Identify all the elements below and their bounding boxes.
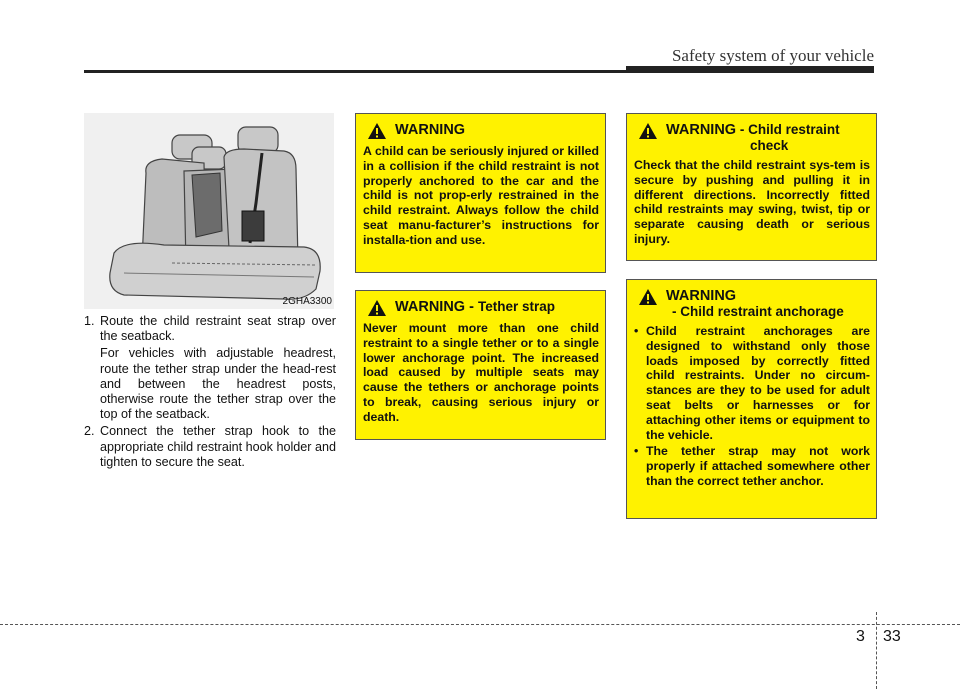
step-2 xyxy=(84,424,336,470)
warning-bullet: • The tether strap may not work properly if attached somewhere other than the correct tether anchor. xyxy=(634,444,870,488)
footer-rule xyxy=(0,624,960,625)
step-text: Connect the tether strap hook to the appropriate child restraint hook holder and tighten to secure the seat. xyxy=(100,424,336,469)
step-number: 1. xyxy=(84,314,95,328)
warning-box-anchorage xyxy=(626,279,877,519)
warning-triangle-icon xyxy=(367,122,387,140)
seat-drawing xyxy=(84,113,334,309)
warning-separator: - xyxy=(465,299,478,315)
header-rule-tab xyxy=(626,66,874,73)
warning-bullet: • Child restraint anchorages are designed to withstand only those loads imposed by correctly fitted child restraints. Under no circum-stances are they to be used for adult seat belts or harnesses or for attaching other items or equipment to the vehicle. xyxy=(634,324,870,442)
figure-code: 2GHA3300 xyxy=(282,296,332,307)
step-text: Route the child restraint seat strap over the seatback. xyxy=(100,314,336,344)
warning-body: A child can be seriously injured or killed in a collision if the child restraint is not properly anchored to the car and the child is not prop-erly restrained in the child restraint. Always follow the child seat manu-facturer’s instructions for installa-tion and use. xyxy=(363,144,599,247)
step-1-note: For vehicles with adjustable headrest, route the tether strap under the head-rest and between the headrest posts, otherwise route the tether strap over the top of the seatback. xyxy=(100,346,336,422)
warning-title: WARNING xyxy=(666,122,737,138)
warning-triangle-icon xyxy=(638,122,658,140)
warning-subtitle: - Child restraint anchorage xyxy=(672,304,844,319)
warning-title: WARNING xyxy=(666,288,737,304)
warning-box-general xyxy=(355,113,606,273)
page-number: 33 xyxy=(883,628,901,645)
warning-header xyxy=(363,299,599,317)
warning-subtitle: - Child restraint xyxy=(736,122,840,137)
footer-divider xyxy=(876,612,877,689)
warning-header xyxy=(634,288,870,320)
section-title: Safety system of your vehicle xyxy=(671,46,874,65)
warning-box-restraint-check xyxy=(626,113,877,261)
warning-title: WARNING xyxy=(395,122,466,138)
warning-triangle-icon xyxy=(638,288,658,306)
instruction-steps xyxy=(84,314,336,470)
step-1 xyxy=(84,314,336,344)
warning-body: Check that the child restraint sys-tem is secure by pushing and pulling it in different directions. Incorrectly fitted child restraints may swing, twist, tip or separate causing death or serious injury. xyxy=(634,158,870,246)
warning-header xyxy=(634,122,870,154)
rear-seat-illustration xyxy=(84,113,334,309)
warning-body: Never mount more than one child restraint to a single tether or to a single lower anchorage point. The increased load caused by multiple seats may cause the tethers or anchorage points to break, causing serious injury or death. xyxy=(363,321,599,424)
warning-subtitle: Tether strap xyxy=(477,299,556,314)
warning-title: WARNING xyxy=(395,299,466,315)
step-number: 2. xyxy=(84,424,95,439)
warning-box-tether xyxy=(355,290,606,440)
warning-header xyxy=(363,122,599,140)
section-number: 3 xyxy=(856,628,865,645)
warning-triangle-icon xyxy=(367,299,387,317)
warning-bullet-list xyxy=(634,324,870,489)
warning-subtitle-line2: check xyxy=(750,138,789,153)
